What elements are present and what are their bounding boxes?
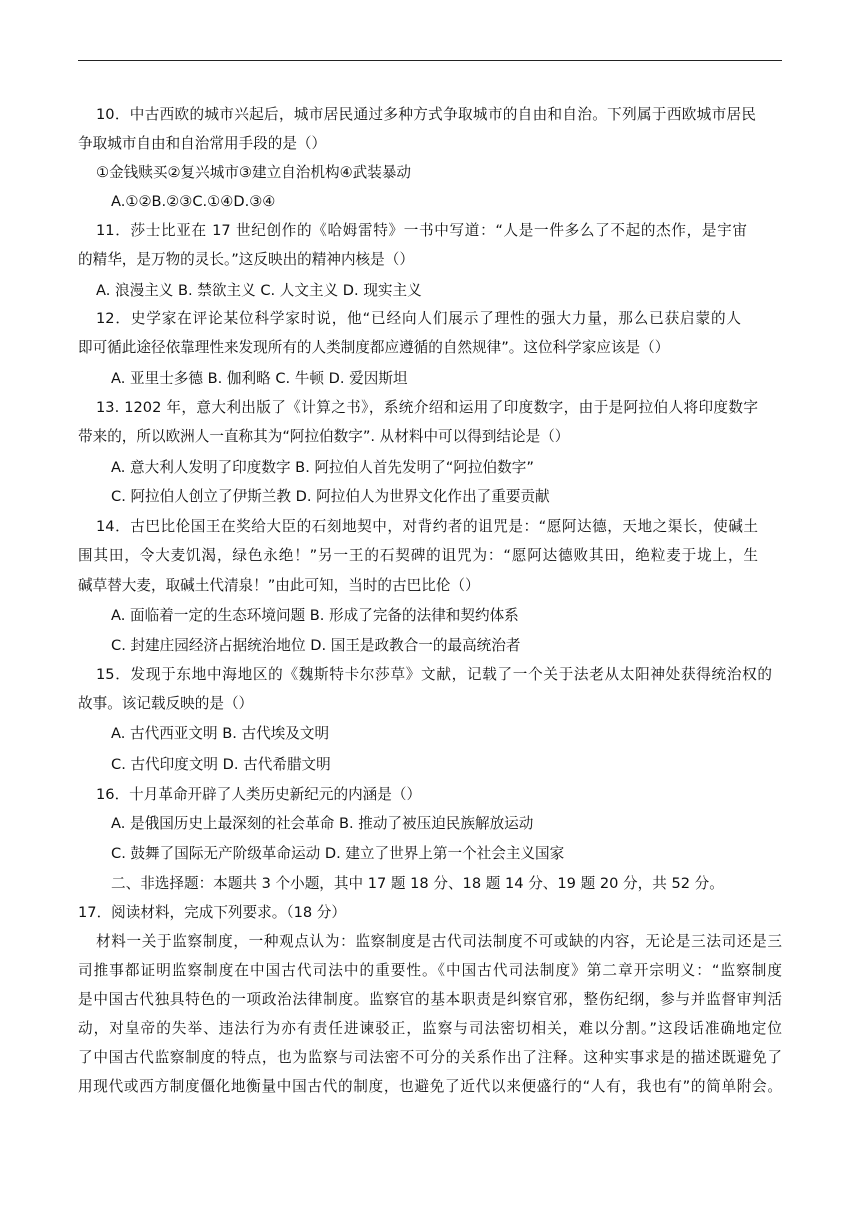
question-13-stem-line-1: 13. 1202 年，意大利出版了《计算之书》，系统介绍和运用了印度数字，由于是阿拉伯人将印度数字 bbox=[96, 399, 758, 416]
question-12-options: A. 亚里士多德 B. 伽利略 C. 牛顿 D. 爱因斯坦 bbox=[111, 370, 408, 387]
question-17-material-line-6: 用现代或西方制度僵化地衡量中国古代的制度，也避免了近代以来便盛行的“人有，我也有”的简单附会。 bbox=[78, 1078, 782, 1095]
question-15-stem-line-1: 15．发现于东地中海地区的《魏斯特卡尔莎草》文献，记载了一个关于法老从太阳神处获得统治权的 bbox=[96, 666, 772, 683]
question-16-options-row-2: C. 鼓舞了国际无产阶级革命运动 D. 建立了世界上第一个社会主义国家 bbox=[111, 845, 565, 862]
question-17-title: 17．阅读材料，完成下列要求。（18 分） bbox=[78, 904, 346, 921]
question-16-options-row-1: A. 是俄国历史上最深刻的社会革命 B. 推动了被压迫民族解放运动 bbox=[111, 815, 534, 832]
question-13-options-row-1: A. 意大利人发明了印度数字 B. 阿拉伯人首先发明了“阿拉伯数字” bbox=[111, 459, 534, 476]
question-17-material-line-3: 是中国古代独具特色的一项政治法律制度。监察官的基本职责是纠察官邪，整伤纪纲，参与并监督审判活 bbox=[78, 991, 782, 1008]
section-heading-non-choice: 二、非选择题：本题共 3 个小题，其中 17 题 18 分、18 题 14 分、19 题 20 分，共 52 分。 bbox=[111, 875, 724, 892]
question-15-options-row-2: C. 古代印度文明 D. 古代希腊文明 bbox=[111, 756, 331, 773]
question-17-material-line-1: 材料一关于监察制度，一种观点认为：监察制度是古代司法制度不可或缺的内容，无论是三法司还是三 bbox=[96, 933, 782, 950]
question-13-stem-line-2: 带来的，所以欧洲人一直称其为“阿拉伯数字”. 从材料中可以得到结论是（） bbox=[78, 428, 570, 445]
question-15-stem-line-2: 故事。该记载反映的是（） bbox=[78, 695, 254, 712]
question-14-stem-line-3: 碱草替大麦，取碱土代清泉！”由此可知，当时的古巴比伦（） bbox=[78, 577, 480, 594]
question-14-options-row-1: A. 面临着一定的生态环境问题 B. 形成了完备的法律和契约体系 bbox=[111, 607, 519, 624]
question-14-stem-line-1: 14．古巴比伦国王在奖给大臣的石刻地契中，对背约者的诅咒是：“愿阿达德，天地之渠长，使碱土 bbox=[96, 518, 758, 535]
question-17-material-line-4: 动，对皇帝的失举、违法行为亦有责任进谏驳正，监察与司法密切相关，难以分割。”这段话准确地定位 bbox=[78, 1020, 782, 1037]
question-10-options: A.①②B.②③C.①④D.③④ bbox=[111, 193, 276, 210]
question-16-stem-line-1: 16．十月革命开辟了人类历史新纪元的内涵是（） bbox=[96, 786, 422, 803]
question-17-material-line-2: 司推事都证明监察制度在中国古代司法中的重要性。《中国古代司法制度》第二章开宗明义：“监察制度 bbox=[78, 962, 782, 979]
header-rule bbox=[78, 60, 782, 61]
question-12-stem-line-1: 12．史学家在评论某位科学家时说，他“已经向人们展示了理性的强大力量，那么已获启蒙的人 bbox=[96, 310, 741, 327]
question-11-stem-line-1: 11．莎士比亚在 17 世纪创作的《哈姆雷特》一书中写道：“人是一件多么了不起的杰作，是宇宙 bbox=[96, 222, 747, 239]
question-11-options: A. 浪漫主义 B. 禁欲主义 C. 人文主义 D. 现实主义 bbox=[96, 282, 422, 299]
question-15-options-row-1: A. 古代西亚文明 B. 古代埃及文明 bbox=[111, 725, 330, 742]
question-13-options-row-2: C. 阿拉伯人创立了伊斯兰教 D. 阿拉伯人为世界文化作出了重要贡献 bbox=[111, 488, 550, 505]
question-10-stem-line-2: 争取城市自由和自治常用手段的是（） bbox=[78, 135, 327, 152]
question-11-stem-line-2: 的精华，是万物的灵长。”这反映出的精神内核是（） bbox=[78, 251, 414, 268]
question-12-stem-line-2: 即可循此途径依靠理性来发现所有的人类制度都应遵循的自然规律”。这位科学家应该是（） bbox=[78, 339, 670, 356]
question-10-stem-line-3: ①金钱赎买②复兴城市③建立自治机构④武装暴动 bbox=[96, 164, 412, 181]
question-14-stem-line-2: 围其田，令大麦饥渴，绿色永绝！”另一王的石契碑的诅咒为：“愿阿达德败其田，绝粒麦于垅上，生 bbox=[78, 547, 758, 564]
question-14-options-row-2: C. 封建庄园经济占据统治地位 D. 国王是政教合一的最高统治者 bbox=[111, 637, 521, 654]
question-17-material-line-5: 了中国古代监察制度的特点，也为监察与司法密不可分的关系作出了注释。这种实事求是的描述既避免了 bbox=[78, 1049, 782, 1066]
question-10-stem-line-1: 10．中古西欧的城市兴起后，城市居民通过多种方式争取城市的自由和自治。下列属于西欧城市居民 bbox=[96, 106, 756, 123]
